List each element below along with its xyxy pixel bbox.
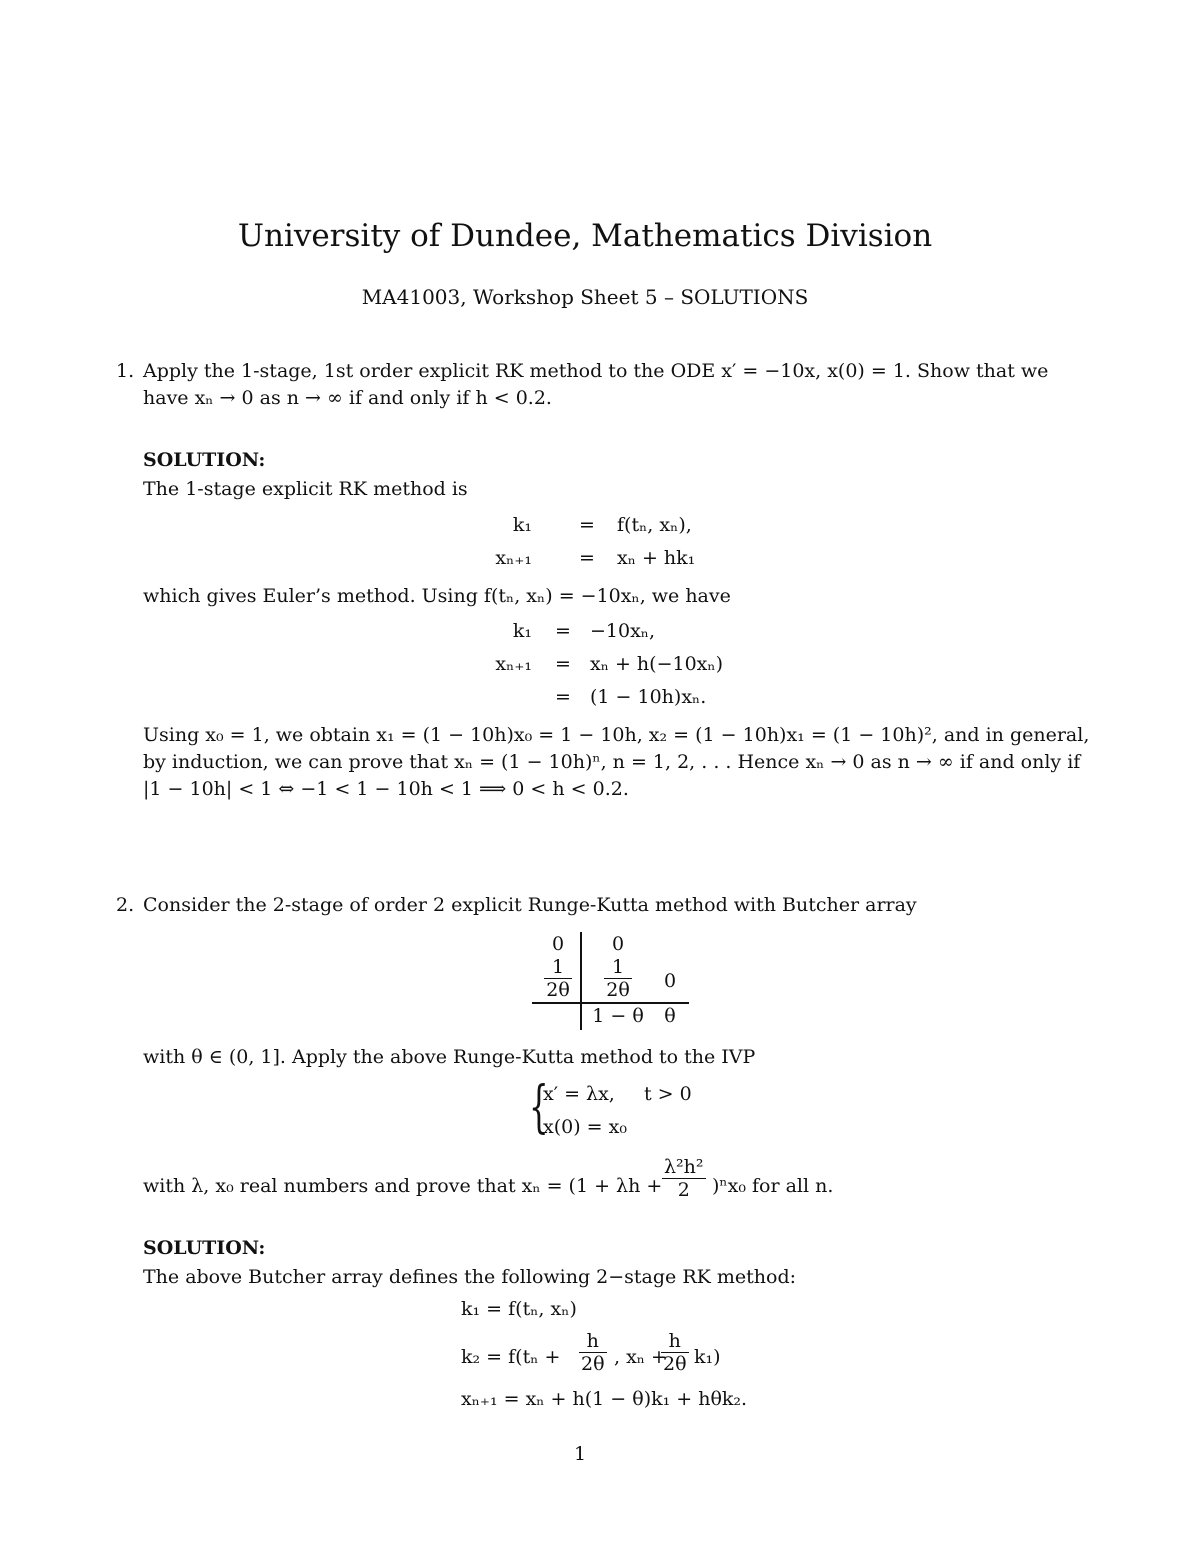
prove-fraction-den: 2 (677, 1179, 690, 1201)
rk-k1-equation: k₁ = f(tₙ, xₙ) (461, 1298, 577, 1320)
butcher-a21-num: 1 (604, 956, 632, 979)
rk-k2-fraction-2-num: h (661, 1330, 689, 1353)
conclusion-line-3: |1 − 10h| < 1 ⇔ −1 < 1 − 10h < 1 ⟹ 0 < h < 0.2. (143, 778, 629, 800)
butcher-horizontal-rule (532, 1002, 689, 1004)
eq1-rhs-2: xₙ + hk₁ (617, 547, 696, 569)
eq1-lhs-1: k₁ (512, 514, 532, 536)
rk-k2-post: k₁) (694, 1346, 721, 1368)
eq2-lhs-1: k₁ (512, 620, 532, 642)
butcher-a21-den: 2θ (606, 979, 630, 1001)
with-theta-text: with θ ∈ (0, 1]. Apply the above Runge-Kutta method to the IVP (143, 1046, 756, 1068)
ivp-condition-1: t > 0 (644, 1083, 692, 1105)
question-number-2: 2. (116, 894, 135, 916)
solution-2-intro: The above Butcher array defines the following 2−stage RK method: (143, 1266, 797, 1288)
butcher-c2-fraction (540, 956, 576, 1001)
prove-fraction (662, 1156, 706, 1201)
rk-k2-fraction-2-den: 2θ (663, 1353, 687, 1375)
butcher-vertical-rule (580, 932, 582, 1030)
butcher-c1: 0 (551, 933, 565, 955)
ivp-equation-2: x(0) = x₀ (543, 1116, 627, 1138)
question-1-line-2: have xₙ → 0 as n → ∞ if and only if h < 0.2. (143, 387, 552, 409)
eq2-rhs-1: −10xₙ, (590, 620, 656, 642)
eq1-equals-1: = (579, 514, 595, 536)
eq1-rhs-1: f(tₙ, xₙ), (617, 514, 692, 536)
butcher-a21-fraction (600, 956, 636, 1001)
euler-text: which gives Euler’s method. Using f(tₙ, xₙ) = −10xₙ, we have (143, 585, 731, 607)
prove-text-pre: with λ, x₀ real numbers and prove that xₙ = (1 + λh + (143, 1175, 663, 1197)
eq2-rhs-2: xₙ + h(−10xₙ) (590, 653, 724, 675)
eq2-equals-2: = (555, 653, 571, 675)
page-title: University of Dundee, Mathematics Division (237, 218, 933, 254)
eq2-lhs-2: xₙ₊₁ (495, 653, 532, 675)
eq1-equals-2: = (579, 547, 595, 569)
page-subtitle: MA41003, Workshop Sheet 5 – SOLUTIONS (361, 285, 809, 309)
question-number-1: 1. (116, 360, 135, 382)
conclusion-line-2: by induction, we can prove that xₙ = (1 − 10h)ⁿ, n = 1, 2, . . . Hence xₙ → 0 as n → ∞ if and only if (143, 751, 1081, 773)
butcher-c2-den: 2θ (546, 979, 570, 1001)
eq2-equals-1: = (555, 620, 571, 642)
rk-k2-pre: k₂ = f(tₙ + (461, 1346, 561, 1368)
prove-text-post: )ⁿx₀ for all n. (712, 1175, 834, 1197)
rk-xn1-equation: xₙ₊₁ = xₙ + h(1 − θ)k₁ + hθk₂. (461, 1388, 748, 1410)
butcher-b1: 1 − θ (592, 1005, 644, 1027)
butcher-b2: θ (664, 1005, 676, 1027)
butcher-a11: 0 (611, 933, 625, 955)
solution-1-intro: The 1-stage explicit RK method is (143, 478, 468, 500)
solution-label-2: SOLUTION: (143, 1237, 266, 1259)
page-number: 1 (573, 1443, 587, 1465)
question-1-line-1: Apply the 1-stage, 1st order explicit RK method to the ODE x′ = −10x, x(0) = 1. Show that we (143, 360, 1049, 382)
rk-k2-mid: , xₙ + (614, 1346, 667, 1368)
butcher-a22: 0 (663, 970, 677, 992)
eq1-lhs-2: xₙ₊₁ (495, 547, 532, 569)
question-2-intro: Consider the 2-stage of order 2 explicit Runge-Kutta method with Butcher array (143, 894, 917, 916)
solution-label-1: SOLUTION: (143, 449, 266, 471)
ivp-equation-1: x′ = λx, (543, 1083, 615, 1105)
eq2-rhs-3: (1 − 10h)xₙ. (590, 686, 707, 708)
rk-k2-fraction-1-den: 2θ (581, 1353, 605, 1375)
ivp-left-brace: { (529, 1075, 549, 1140)
butcher-c2-num: 1 (544, 956, 572, 979)
eq2-equals-3: = (555, 686, 571, 708)
rk-k2-fraction-2 (661, 1330, 689, 1375)
rk-k2-fraction-1 (579, 1330, 607, 1375)
prove-fraction-num: λ²h² (664, 1156, 704, 1178)
conclusion-line-1: Using x₀ = 1, we obtain x₁ = (1 − 10h)x₀ = 1 − 10h, x₂ = (1 − 10h)x₁ = (1 − 10h)², and in general, (143, 724, 1090, 746)
rk-k2-fraction-1-num: h (579, 1330, 607, 1353)
